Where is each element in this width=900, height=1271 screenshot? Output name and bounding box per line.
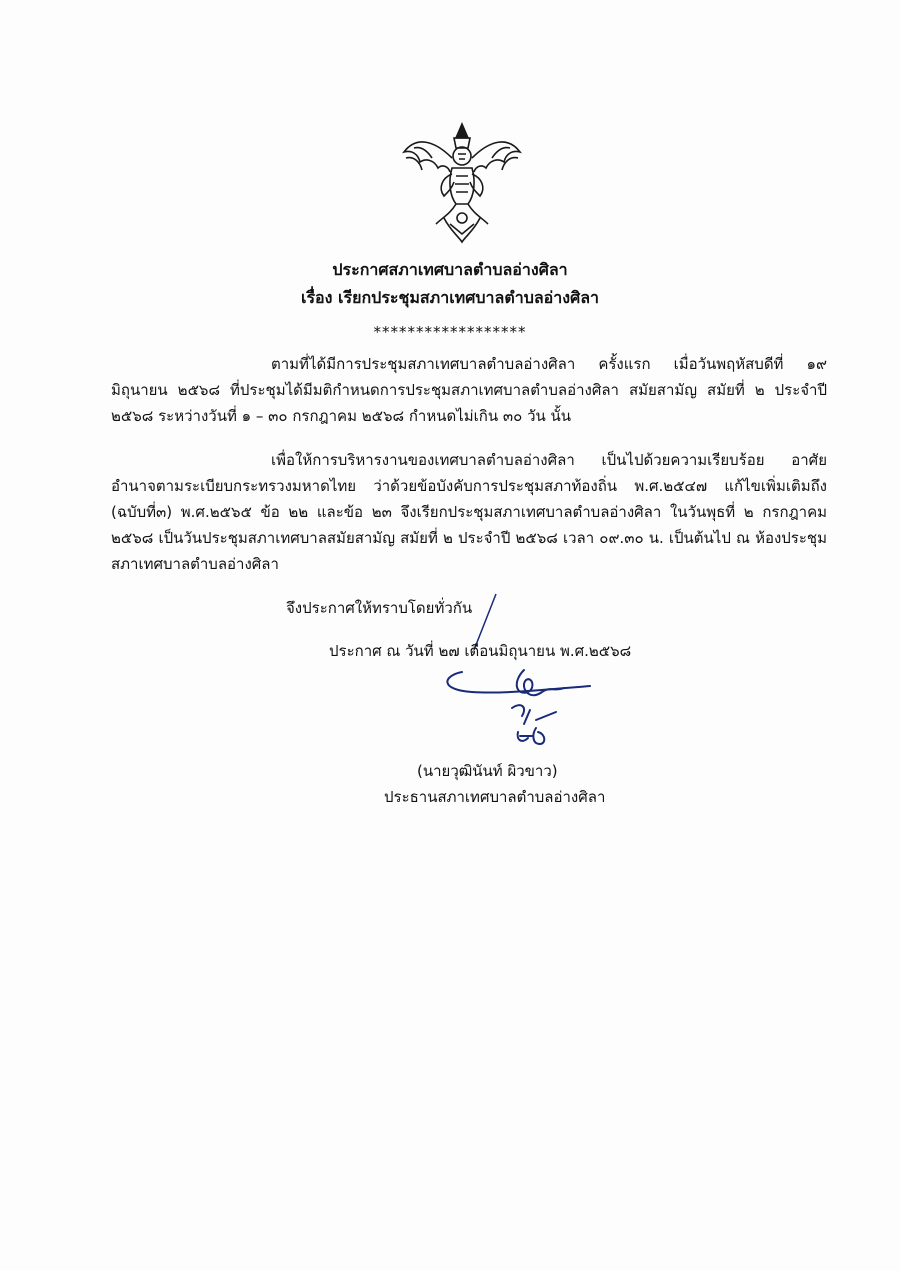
- signature-icon: [432, 662, 602, 758]
- signer-name: (นายวุฒินันท์ ผิวขาว): [417, 762, 558, 780]
- announcement-line: จึงประกาศให้ทราบโดยทั่วกัน: [286, 599, 473, 617]
- separator-stars: ******************: [373, 323, 527, 341]
- announcement-date: ประกาศ ณ วันที่ ๒๗ เดือนมิถุนายน พ.ศ.๒๕๖๘: [329, 642, 632, 660]
- document-title: ประกาศสภาเทศบาลตำบลอ่างศิลา: [332, 260, 568, 279]
- garuda-emblem-icon: [398, 118, 526, 246]
- body-paragraph-1: ตามที่ได้มีการประชุมสภาเทศบาลตำบลอ่างศิลา ครั้งแรก เมื่อวันพฤหัสบดีที่ ๑๙ มิถุนายน ๒๕๖๘ ที่ประชุมได้มีมติกำหนดการประชุมสภาเทศบาลตำบลอ่างศิลา สมัยสามัญ สมัยที่ ๒ ประจำปี ๒๕๖๘ ระหว่างวันที่ ๑ – ๓๐ กรกฎาคม ๒๕๖๘ กำหนดไม่เกิน ๓๐ วัน นั้น: [111, 355, 827, 425]
- signer-position: ประธานสภาเทศบาลตำบลอ่างศิลา: [384, 788, 606, 806]
- document-subject: เรื่อง เรียกประชุมสภาเทศบาลตำบลอ่างศิลา: [300, 288, 600, 307]
- body-paragraph-2: เพื่อให้การบริหารงานของเทศบาลตำบลอ่างศิลา เป็นไปด้วยความเรียบร้อย อาศัยอำนาจตามระเบียบกระทรวงมหาดไทย ว่าด้วยข้อบังคับการประชุมสภาท้องถิ่น พ.ศ.๒๕๔๗ แก้ไขเพิ่มเติมถึง (ฉบับที่๓) พ.ศ.๒๕๖๕ ข้อ ๒๒ และข้อ ๒๓ จึงเรียกประชุมสภาเทศบาลตำบลอ่างศิลา ในวันพุธที่ ๒ กรกฎาคม ๒๕๖๘ เป็นวันประชุมสภาเทศบาลสมัยสามัญ สมัยที่ ๒ ประจำปี ๒๕๖๘ เวลา ๐๙.๓๐ น. เป็นต้นไป ณ ห้องประชุมสภาเทศบาลตำบลอ่างศิลา: [111, 451, 827, 573]
